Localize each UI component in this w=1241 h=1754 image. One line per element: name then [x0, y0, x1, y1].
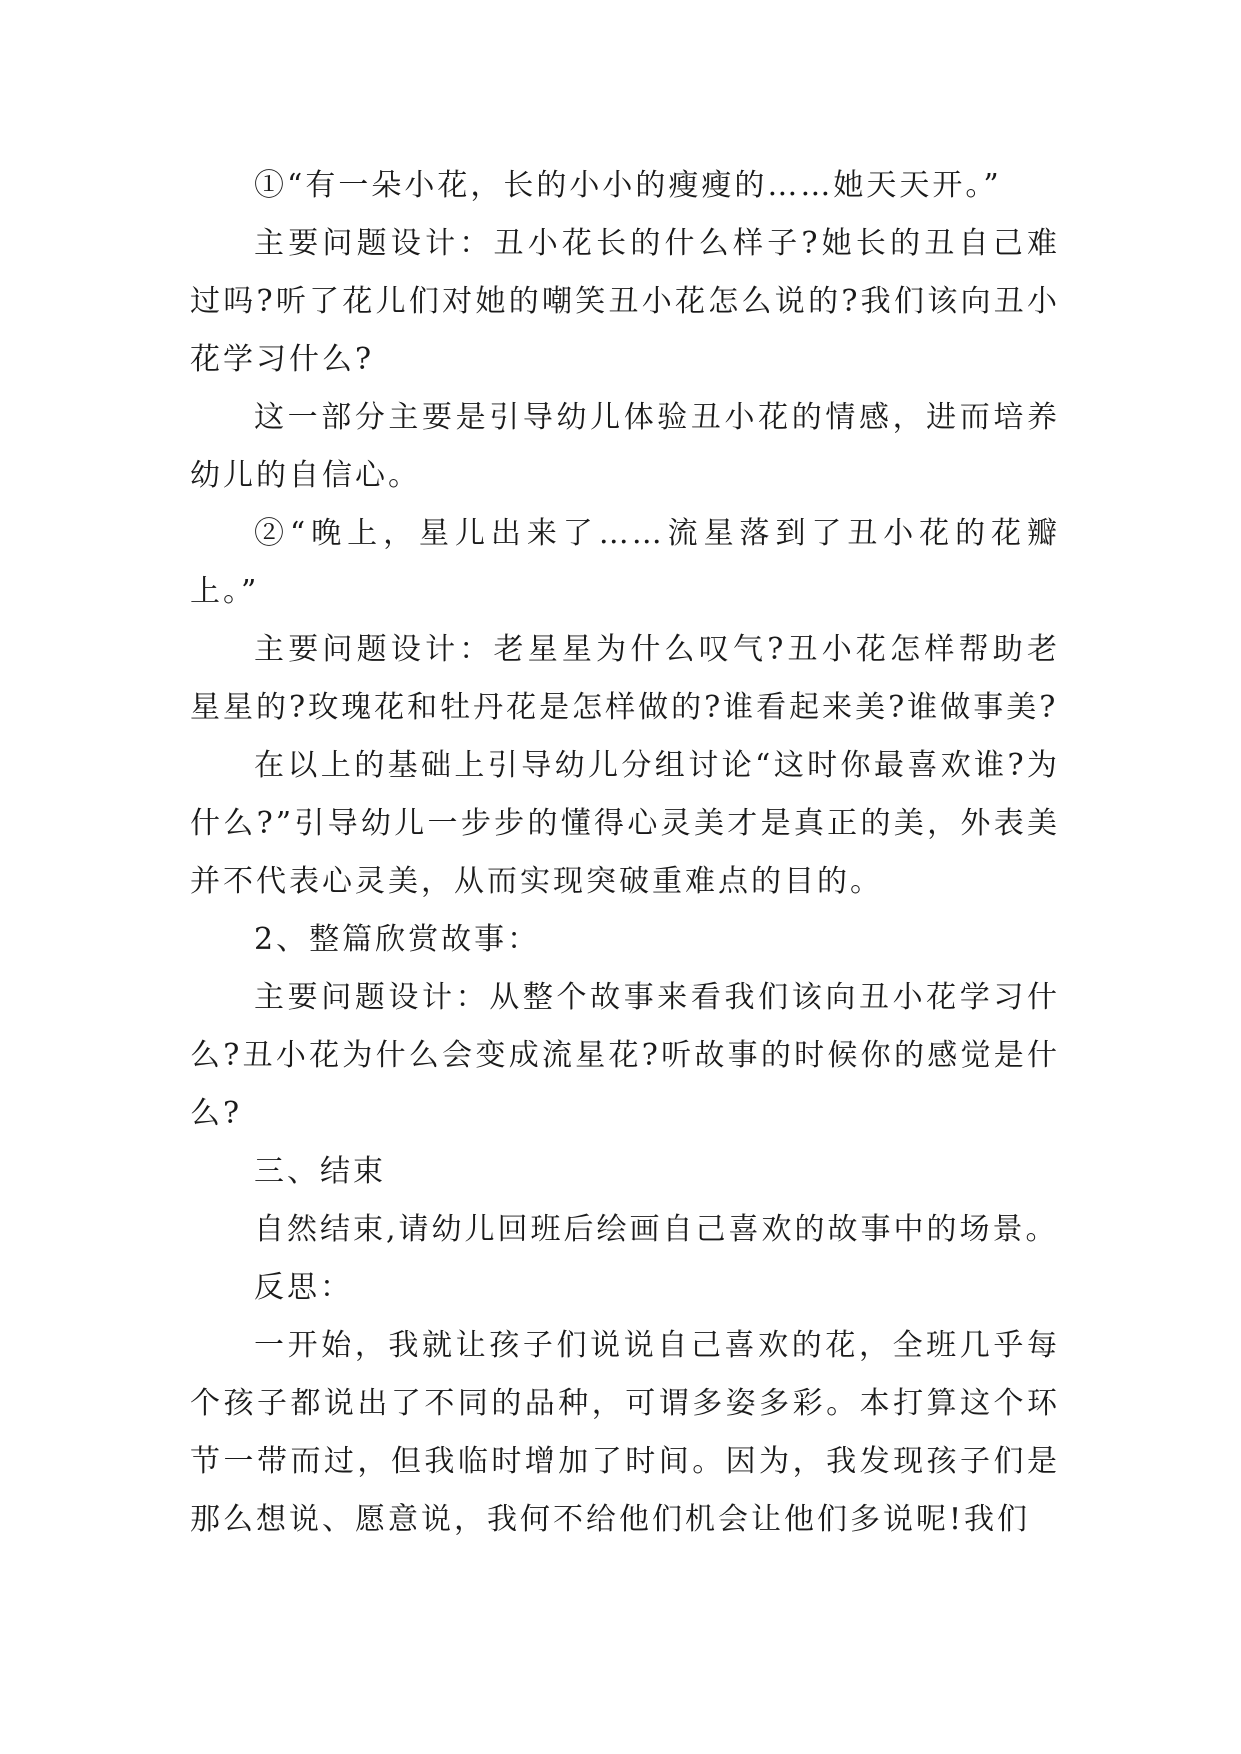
- heading-whole-story: 2、整篇欣赏故事：: [254, 922, 541, 957]
- paragraph-reflection-body: 一开始，我就让孩子们说说自己喜欢的花，全班几乎每个孩子都说出了不同的品种，可谓多姿多彩。本打算这个环节一带而过，但我临时增加了时间。因为，我发现孩子们是那么想说、愿意说，我何不给他们机会让他们多说呢!我们: [190, 1328, 1060, 1537]
- paragraph-natural-end: 自然结束,请幼儿回班后绘画自己喜欢的故事中的场景。: [254, 1212, 1059, 1247]
- document-body: [190, 157, 1060, 1549]
- heading-reflection: 反思：: [254, 1270, 353, 1305]
- heading-conclusion: 三、结束: [254, 1154, 386, 1189]
- paragraph-group-discussion: 在以上的基础上引导幼儿分组讨论“这时你最喜欢谁?为什么?”引导幼儿一步步的懂得心灵美才是真正的美，外表美并不代表心灵美，从而实现突破重难点的目的。: [190, 748, 1060, 899]
- paragraph-story-excerpt-2: ②“晚上，星儿出来了……流星落到了丑小花的花瓣上。”: [190, 516, 1060, 609]
- paragraph-section-purpose: 这一部分主要是引导幼儿体验丑小花的情感，进而培养幼儿的自信心。: [190, 400, 1060, 493]
- paragraph-story-excerpt-1: ①“有一朵小花，长的小小的瘦瘦的……她天天开。”: [254, 168, 1002, 203]
- paragraph-question-design-1: 主要问题设计：丑小花长的什么样子?她长的丑自己难过吗?听了花儿们对她的嘲笑丑小花怎么说的?我们该向丑小花学习什么?: [190, 226, 1060, 377]
- paragraph-question-design-3: 主要问题设计：从整个故事来看我们该向丑小花学习什么?丑小花为什么会变成流星花?听故事的时候你的感觉是什么?: [190, 980, 1060, 1131]
- paragraph-question-design-2: 主要问题设计：老星星为什么叹气?丑小花怎样帮助老星星的?玫瑰花和牡丹花是怎样做的?谁看起来美?谁做事美?: [190, 632, 1060, 725]
